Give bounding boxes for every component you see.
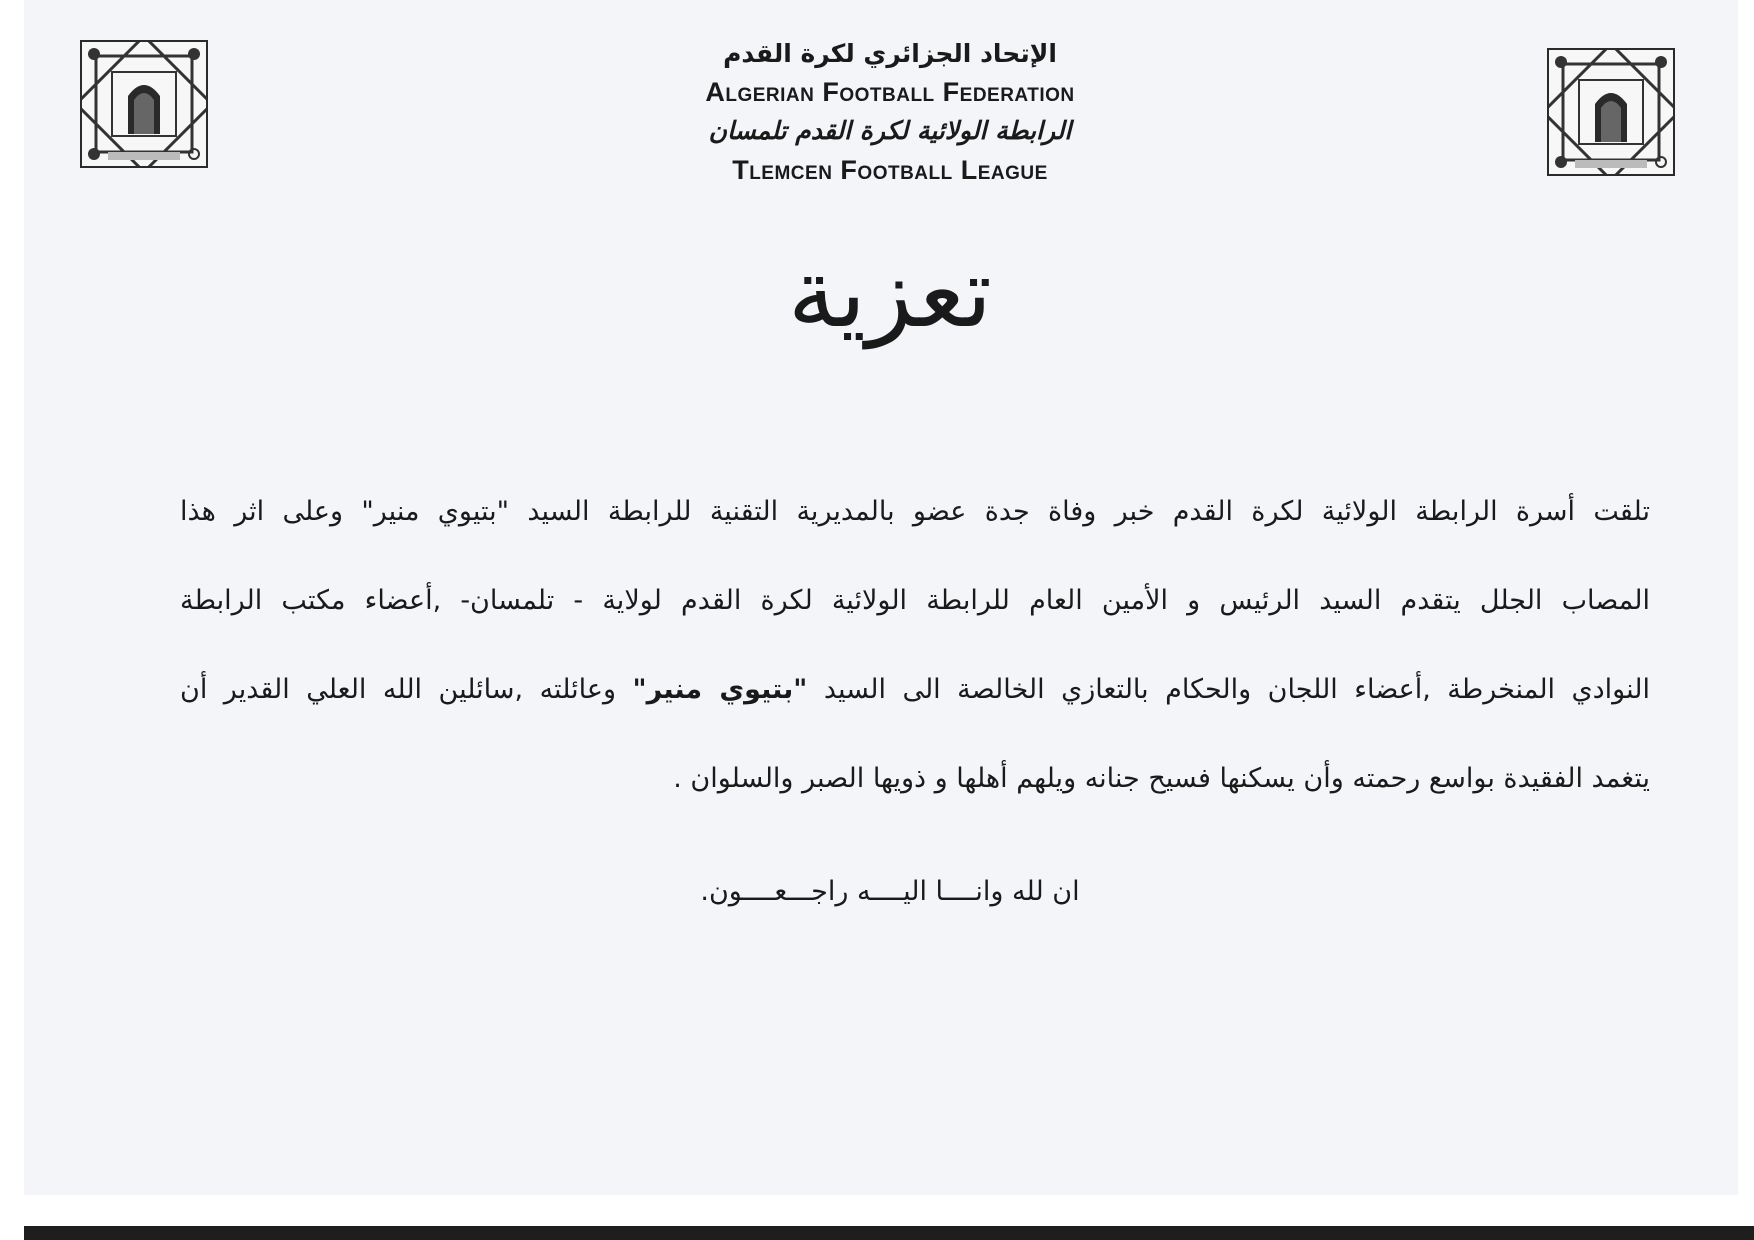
body-line-3-start: النوادي المنخرطة ,أعضاء اللجان والحكام بالتعازي الخالصة الى السيد: [823, 674, 1650, 705]
federation-name-arabic: الإتحاد الجزائري لكرة القدم: [723, 39, 1057, 68]
emblem-icon: [82, 42, 206, 166]
letterhead: [560, 36, 1220, 190]
bereaved-name: "بتيوي منير": [632, 674, 808, 705]
body-line-4: يتغمد الفقيدة بواسع رحمته وأن يسكنها فسيح جنانه ويلهم أهلها و ذويها الصبر والسلوان .: [673, 763, 1650, 794]
league-name-english: Tlemcen Football League: [732, 155, 1048, 185]
body-line-2: المصاب الجلل يتقدم السيد الرئيس و الأمين العام للرابطة الولائية لكرة القدم لولاية - تلمسان- ,أعضاء مكتب الرابطة: [180, 585, 1650, 616]
scan-edge: [1738, 0, 1754, 1195]
body-line-1: تلقت أسرة الرابطة الولائية لكرة القدم خبر وفاة جدة عضو بالمديرية التقنية للرابطة السيد "بتيوي منير" وعلى اثر هذا: [180, 496, 1650, 527]
league-name-arabic: الرابطة الولائية لكرة القدم تلمسان: [708, 116, 1072, 145]
body-line-3: [180, 668, 1650, 712]
closing-verse: ان لله وانــــا اليــــه راجـــعــــون.: [700, 876, 1080, 907]
scan-bottom-bar: [24, 1226, 1754, 1240]
league-emblem-left: [80, 40, 208, 168]
emblem-icon: [1549, 50, 1673, 174]
body-line-3-end: وعائلته ,سائلين الله العلي القدير أن: [180, 674, 617, 705]
league-emblem-right: [1547, 48, 1675, 176]
federation-name-english: Algerian Football Federation: [705, 77, 1075, 107]
condolence-body: [180, 490, 1650, 846]
document-title: تعزية: [787, 237, 993, 349]
